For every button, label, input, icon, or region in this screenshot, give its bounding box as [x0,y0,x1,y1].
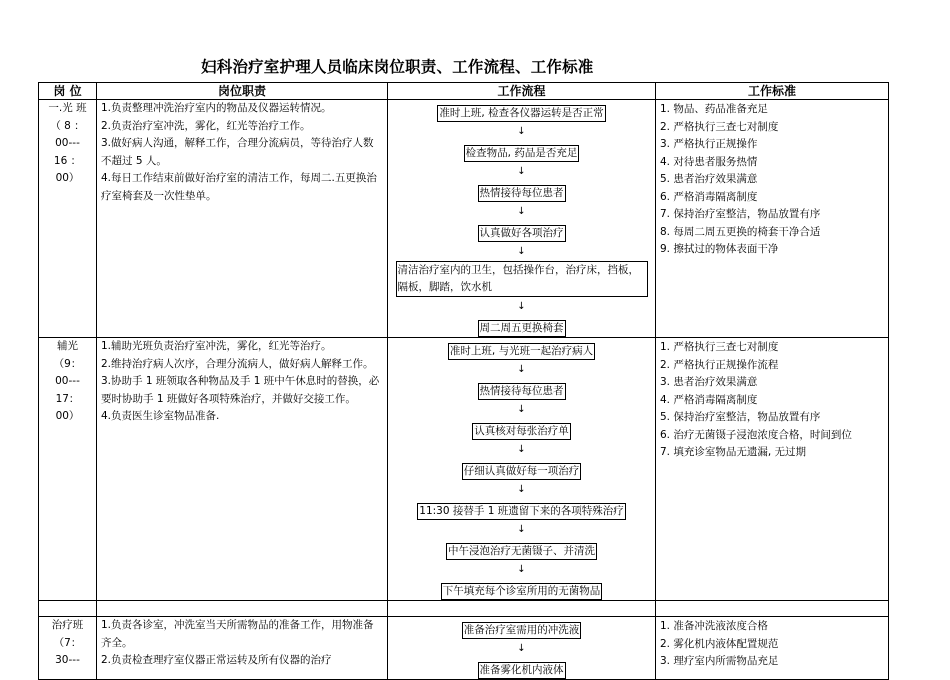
empty-cell [39,601,97,617]
header-position: 岗 位 [39,83,97,100]
down-arrow-icon: ↓ [517,126,526,137]
flow-step: 认真核对每张治疗单 [472,423,571,440]
standard-item: 4. 对待患者服务热情 [660,155,758,168]
standard-item: 1. 物品、药品准备充足 [660,103,768,115]
standard-item: 9. 擦拭过的物体表面干净 [660,243,779,255]
header-flow: 工作流程 [388,83,656,100]
duty-item: 4.每日工作结束前做好治疗室的清洁工作，每周二.五更换治疗室椅套及一次性垫单。 [101,172,377,202]
down-arrow-icon: ↓ [517,524,526,535]
standard-item: 2. 严格执行三查七对制度 [660,120,779,133]
flow-step: 热情接待每位患者 [478,185,566,202]
down-arrow-icon: ↓ [517,643,526,654]
position-line: 30--- [55,654,80,666]
down-arrow-icon: ↓ [517,206,526,217]
position-cell [39,617,97,680]
position-line: 一.光 班 [48,102,87,114]
standard-item: 4. 严格消毒隔离制度 [660,393,758,406]
position-line: （7： [53,636,82,649]
table-row [39,617,889,680]
flow-step: 准备治疗室需用的冲洗液 [462,622,582,639]
position-line: 00） [55,410,80,422]
position-cell [39,338,97,601]
position-line: （9： [53,357,82,370]
flow-step: 中午浸泡治疗无菌镊子、并清洗 [446,543,597,560]
position-line: 治疗班 [51,619,84,631]
standard-item: 3. 严格执行正规操作 [660,138,758,150]
duty-item: 4.负责医生诊室物品准备. [101,410,220,422]
flow-step: 11:30 接替手 1 班遗留下来的各项特殊治疗 [417,503,625,520]
flow-step: 认真做好各项治疗 [478,225,566,242]
down-arrow-icon: ↓ [517,166,526,177]
duty-item: 1.辅助光班负责治疗室冲洗，雾化，红光等治疗。 [101,340,332,352]
table-row [39,338,889,601]
standard-item: 7. 保持治疗室整洁，物品放置有序 [660,208,821,220]
duty-table [38,82,889,680]
duty-item: 3.协助手 1 班领取各种物品及手 1 班中午休息时的替换，必要时协助手 1 班做好各项特殊治疗，并做好交接工作。 [101,375,380,405]
header-standards: 工作标准 [656,83,889,100]
position-line: 辅光 [57,340,78,352]
empty-row [39,601,889,617]
duties-cell [97,100,388,338]
down-arrow-icon: ↓ [517,364,526,375]
down-arrow-icon: ↓ [517,246,526,257]
duty-item: 2.维持治疗病人次序，合理分流病人，做好病人解释工作。 [101,357,374,370]
standard-item: 3. 理疗室内所需物品充足 [660,655,779,667]
position-line: （ 8 ： [50,119,85,132]
position-line: 16 ： [53,154,82,167]
position-line: 00--- [55,375,80,387]
position-line: 00） [55,172,80,184]
flow-step: 热情接待每位患者 [478,383,566,400]
position-line: 17： [55,392,80,405]
flow-step: 周二周五更换椅套 [478,320,566,337]
standards-cell [656,100,889,338]
flow-cell [388,338,656,601]
duty-item: 2.负责检查理疗室仪器正常运转及所有仪器的治疗 [101,654,332,666]
standard-item: 2. 雾化机内液体配置规范 [660,637,779,650]
standards-cell [656,617,889,680]
empty-cell [656,601,889,617]
standards-cell [656,338,889,601]
duty-item: 2.负责治疗室冲洗，雾化，红光等治疗工作。 [101,119,311,132]
position-cell [39,100,97,338]
down-arrow-icon: ↓ [517,564,526,575]
standard-item: 1. 准备冲洗液浓度合格 [660,620,768,632]
down-arrow-icon: ↓ [517,301,526,312]
down-arrow-icon: ↓ [517,444,526,455]
standard-item: 3. 患者治疗效果满意 [660,376,758,388]
duty-item: 1.负责各诊室，冲洗室当天所需物品的准备工作，用物准备齐全。 [101,619,374,649]
flow-cell [388,617,656,680]
table-row [39,100,889,338]
duties-cell [97,617,388,680]
duties-cell [97,338,388,601]
empty-cell [388,601,656,617]
standard-item: 7. 填充诊室物品无遗漏, 无过期 [660,446,807,458]
down-arrow-icon: ↓ [517,484,526,495]
header-duties: 岗位职责 [97,83,388,100]
standard-item: 8. 每周二周五更换的椅套干净合适 [660,225,821,238]
flow-step: 准备雾化机内液体 [478,662,566,679]
standard-item: 2. 严格执行正规操作流程 [660,358,779,371]
flow-step: 清洁治疗室内的卫生，包括操作台，治疗床，挡板，隔板，脚踏，饮水机 [396,261,648,297]
flow-step: 准时上班, 检查各仪器运转是否正常 [437,105,605,122]
page-title: 妇科治疗室护理人员临床岗位职责、工作流程、工作标准 [201,58,594,76]
flow-cell [388,100,656,338]
duty-item: 1.负责整理冲洗治疗室内的物品及仪器运转情况。 [101,102,332,114]
standard-item: 5. 保持治疗室整洁，物品放置有序 [660,411,821,423]
standard-item: 1. 严格执行三查七对制度 [660,341,779,353]
flow-step: 仔细认真做好每一项治疗 [462,463,582,480]
empty-cell [97,601,388,617]
standard-item: 5. 患者治疗效果满意 [660,173,758,185]
standard-item: 6. 严格消毒隔离制度 [660,190,758,203]
table-header-row [39,83,889,100]
flow-step: 下午填充每个诊室所用的无菌物品 [441,583,603,600]
duty-item: 3.做好病人沟通，解释工作，合理分流病员，等待治疗人数不超过 5 人。 [101,137,374,167]
position-line: 00--- [55,137,80,149]
standard-item: 6. 治疗无菌镊子浸泡浓度合格，时间到位 [660,428,852,441]
flow-step: 准时上班, 与光班一起治疗病人 [448,343,595,360]
flow-step: 检查物品, 药品是否充足 [464,145,580,162]
down-arrow-icon: ↓ [517,404,526,415]
